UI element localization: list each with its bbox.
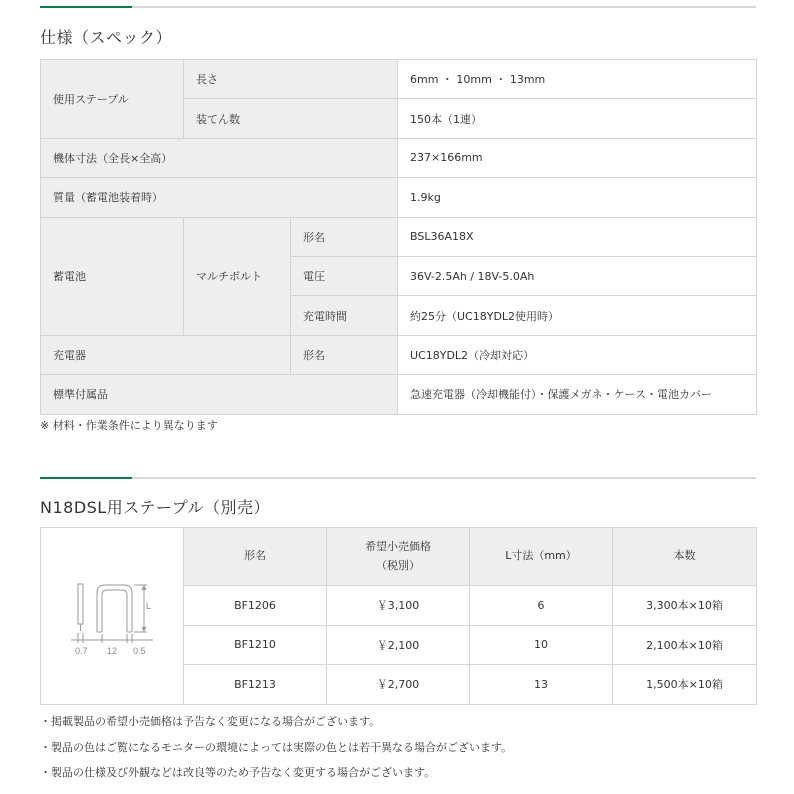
table-row xyxy=(41,335,757,374)
dims-label: 機体寸法（全長×全高） xyxy=(41,138,398,177)
accessories-label: 標準付属品 xyxy=(41,375,398,414)
charge-time-value: 約25分（UC18YDL2使用時） xyxy=(398,296,757,335)
charge-time-label: 充電時間 xyxy=(291,296,398,335)
table-row xyxy=(41,375,757,414)
section-rule-accent xyxy=(40,6,132,8)
multivolt-label: マルチボルト xyxy=(184,217,291,335)
table-header-row xyxy=(41,528,757,586)
staple-diagram xyxy=(41,529,182,703)
capacity-value: 150本（1連） xyxy=(398,99,757,138)
staple-front-view xyxy=(78,584,83,624)
table-row xyxy=(41,138,757,177)
length-value: 6mm ・ 10mm ・ 13mm xyxy=(398,60,757,99)
section-rule-staples xyxy=(40,477,756,479)
disclaimer-note: ・製品の仕様及び外観などは改良等のため予告なく変更する場合がございます。 xyxy=(40,766,436,779)
section-rule-accent xyxy=(40,477,132,479)
spec-title: 仕様（スペック） xyxy=(40,28,173,47)
header-count: 本数 xyxy=(613,528,757,586)
dim-right-label: 0.5 xyxy=(133,645,146,656)
header-price-line2: （税別） xyxy=(376,558,420,572)
mass-label: 質量（蓄電池装着時） xyxy=(41,178,398,217)
charger-label: 充電器 xyxy=(41,335,291,374)
accessories-value: 急速充電器（冷却機能付）・保護メガネ・ケース・電池カバー xyxy=(398,375,757,414)
staples-title: N18DSL用ステープル（別売） xyxy=(40,498,270,517)
header-price-line1: 希望小売価格 xyxy=(365,539,431,553)
row-model: BF1206 xyxy=(184,586,327,626)
battery-model-label: 形名 xyxy=(291,217,398,256)
staple-table xyxy=(40,527,757,705)
disclaimer-note: ・製品の色はご覧になるモニターの環境によっては実際の色とは若干異なる場合がございます。 xyxy=(40,741,513,754)
dims-value: 237×166mm xyxy=(398,138,757,177)
row-count: 2,100本×10箱 xyxy=(613,625,757,665)
charger-model-label: 形名 xyxy=(291,335,398,374)
table-row xyxy=(41,217,757,256)
voltage-value: 36V-2.5Ah / 18V-5.0Ah xyxy=(398,256,757,295)
mass-value: 1.9kg xyxy=(398,178,757,217)
row-length: 10 xyxy=(470,625,613,665)
dim-height-label: L xyxy=(146,600,152,611)
table-row xyxy=(41,178,757,217)
row-length: 13 xyxy=(470,665,613,705)
disclaimer-note: ・掲載製品の希望小売価格は予告なく変更になる場合がございます。 xyxy=(40,715,381,728)
row-price: ￥2,100 xyxy=(327,625,470,665)
capacity-label: 装てん数 xyxy=(184,99,398,138)
section-rule-spec xyxy=(40,6,756,8)
table-row xyxy=(41,60,757,99)
row-count: 1,500本×10箱 xyxy=(613,665,757,705)
row-model: BF1213 xyxy=(184,665,327,705)
dim-mid-label: 12 xyxy=(107,645,118,656)
header-length: L寸法（mm） xyxy=(470,528,613,586)
row-length: 6 xyxy=(470,586,613,626)
battery-label: 蓄電池 xyxy=(41,217,184,335)
staple-diagram-cell xyxy=(41,528,184,705)
spec-note: ※ 材料・作業条件により異なります xyxy=(40,419,218,432)
header-model: 形名 xyxy=(184,528,327,586)
battery-model-value: BSL36A18X xyxy=(398,217,757,256)
spec-table xyxy=(40,59,757,415)
row-model: BF1210 xyxy=(184,625,327,665)
dim-left-label: 0.7 xyxy=(75,645,88,656)
row-price: ￥3,100 xyxy=(327,586,470,626)
charger-model-value: UC18YDL2（冷却対応） xyxy=(398,335,757,374)
row-price: ￥2,700 xyxy=(327,665,470,705)
header-price xyxy=(327,528,470,586)
staple-label: 使用ステープル xyxy=(41,60,184,139)
length-label: 長さ xyxy=(184,60,398,99)
voltage-label: 電圧 xyxy=(291,256,398,295)
row-count: 3,300本×10箱 xyxy=(613,586,757,626)
